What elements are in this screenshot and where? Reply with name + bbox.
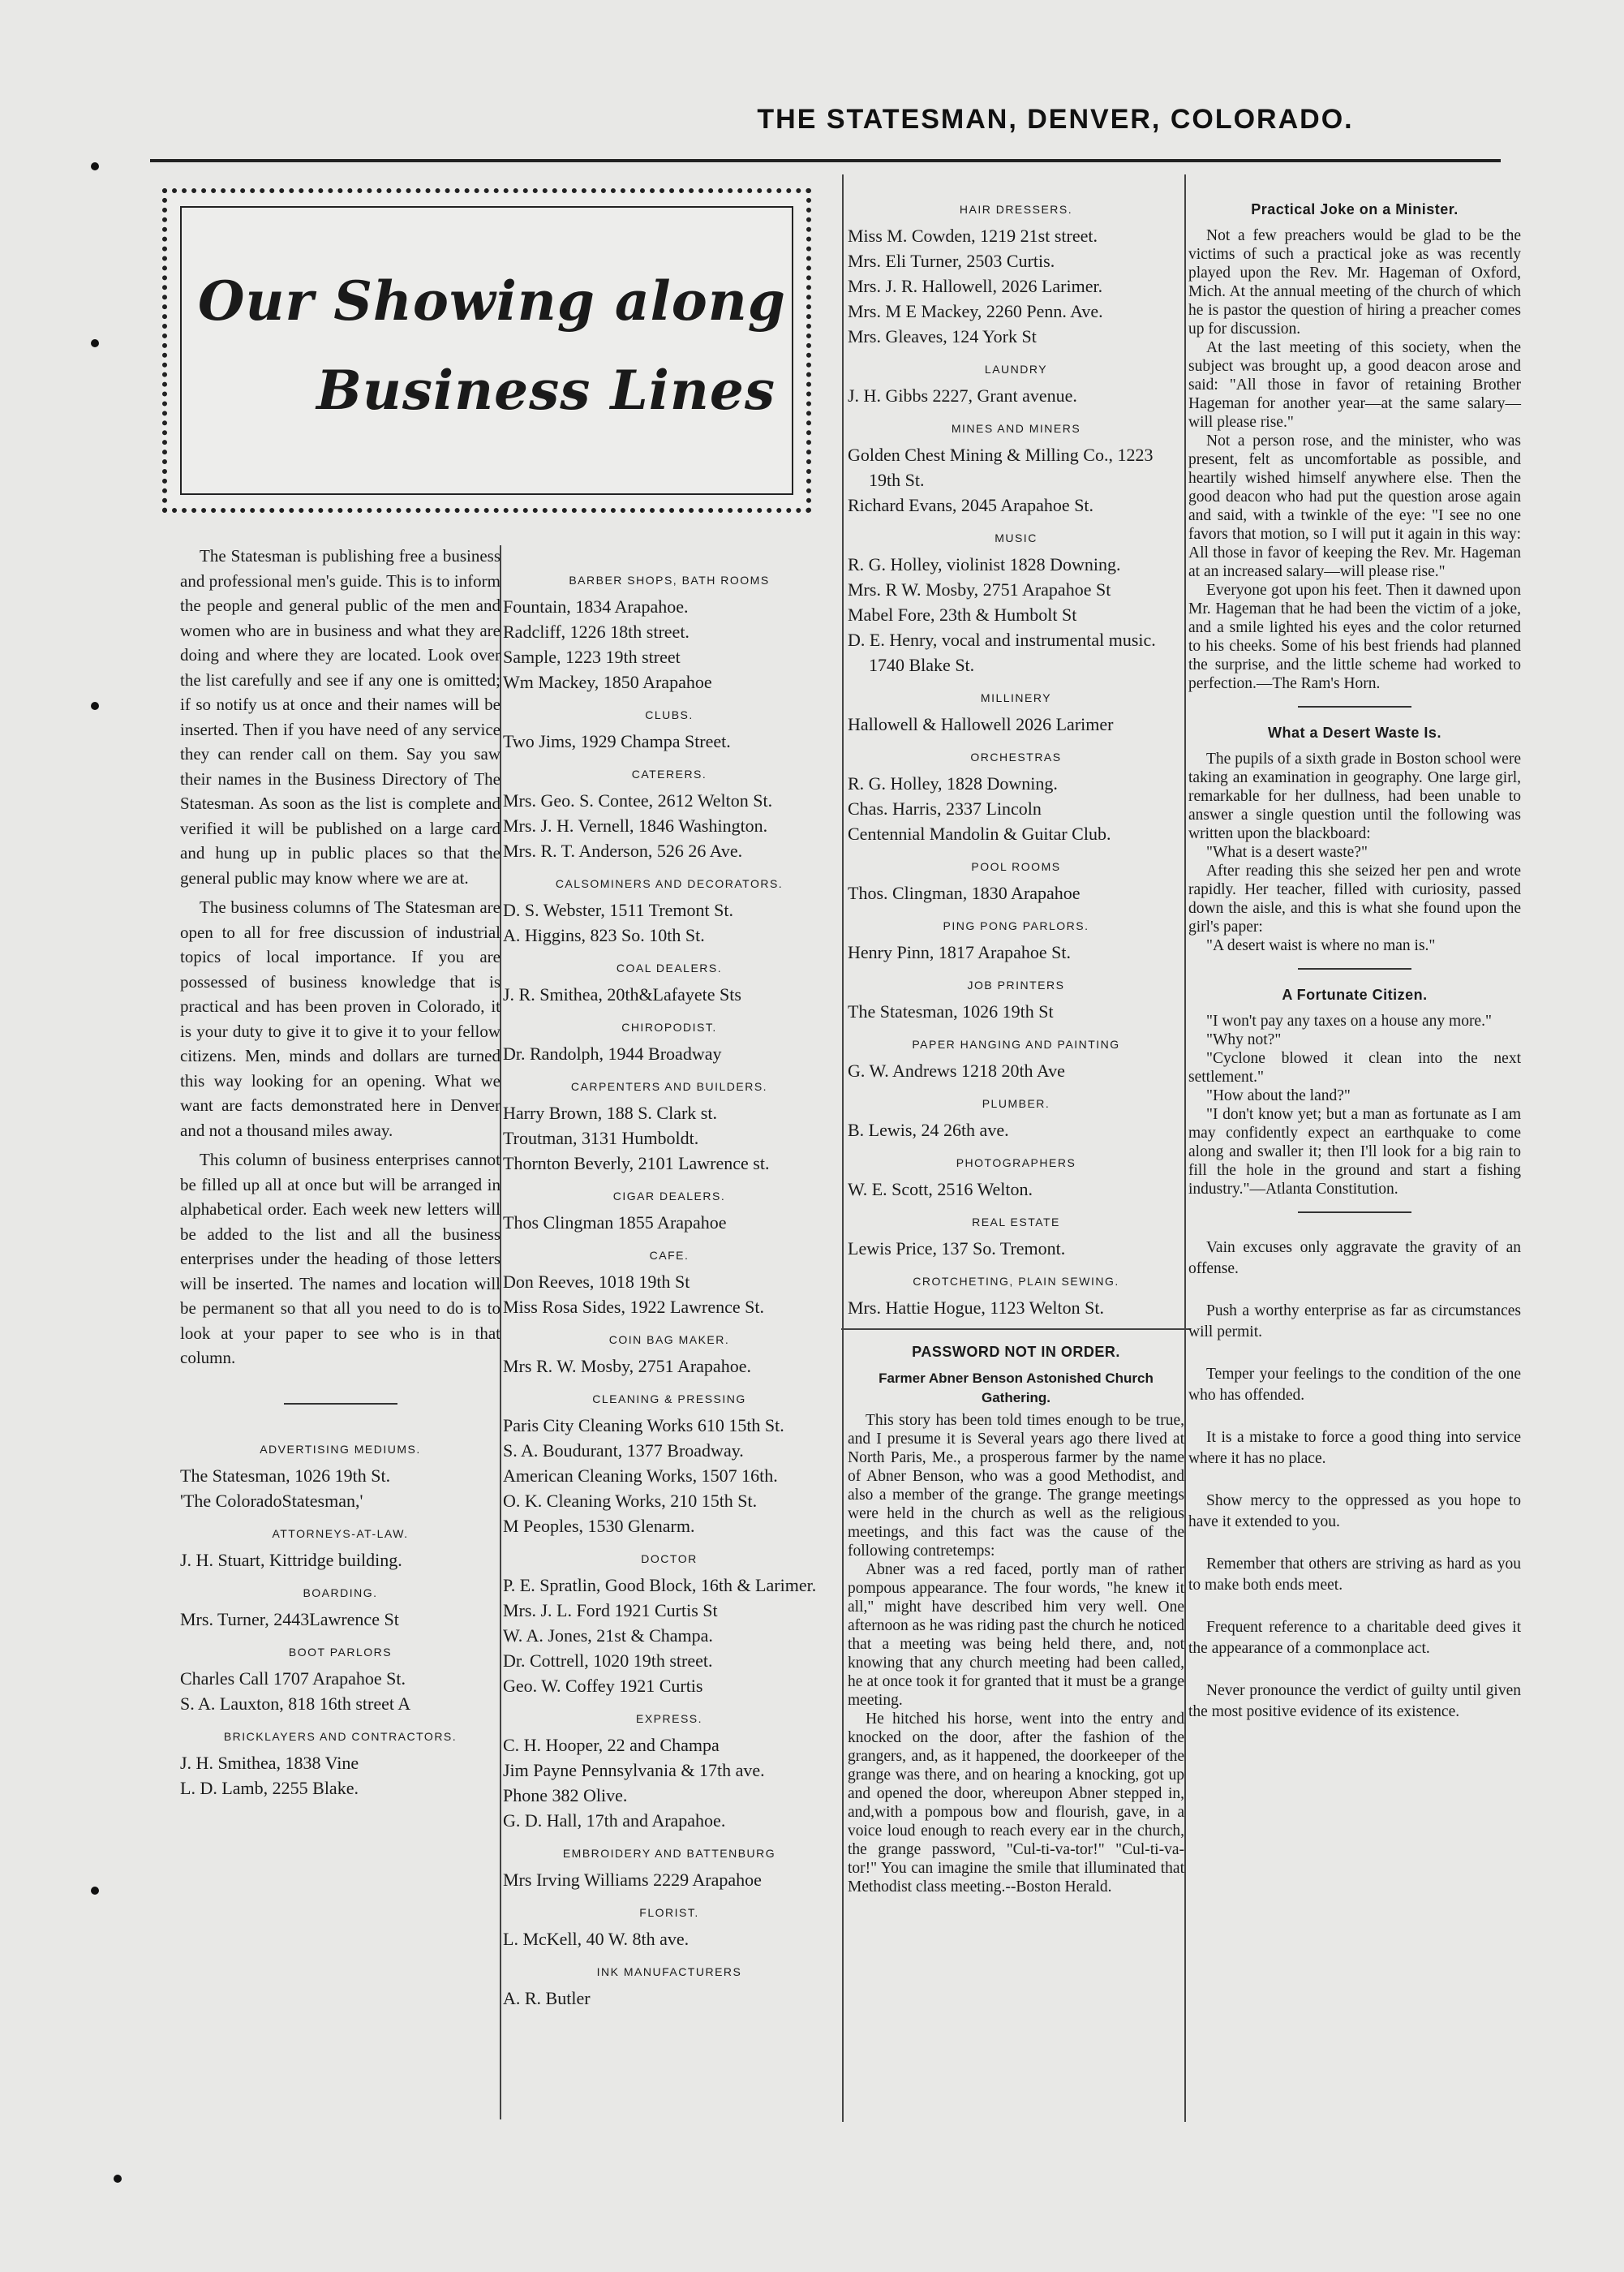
column-rule [1184,174,1186,2122]
directory-entry: Harry Brown, 188 S. Clark st. [503,1103,717,1123]
article-paragraph: Not a few preachers would be glad to be the victims of such a practical joke as was recently played upon the Rev. Mr. Hageman of Oxford, Mich. At the annual meeting of the church of which he is pastor the question of hiring a preacher comes up for discussion. [1188,227,1521,338]
directory-entry: Dr. Cottrell, 1020 19th street. [503,1650,713,1671]
banner-box [162,188,811,513]
masthead-rule [150,159,1501,162]
directory-heading: ATTORNEYS-AT-LAW. [272,1526,409,1540]
directory-entry: Don Reeves, 1018 19th St [503,1272,690,1292]
directory-entry: Wm Mackey, 1850 Arapahoe [503,672,712,692]
article-paragraph: This story has been told times enough to be true, and I presume it is Several years ago there lived at North Paris, Me., a prosperous farmer by the name of Abner Benson, who was a good Methodist, and also a member of the grange. The grange meetings were held in the church as well as the religious meetings, and this fact was the cause of the following contretemps: [848,1412,1184,1560]
article-paragraph: "How about the land?" [1206,1087,1351,1104]
directory-entry: P. E. Spratlin, Good Block, 16th & Larimer. [503,1575,817,1595]
directory-entry: S. A. Lauxton, 818 16th street A [180,1693,411,1714]
directory-entry: The Statesman, 1026 19th St. [180,1465,391,1486]
directory-entry: L. D. Lamb, 2255 Blake. [180,1777,359,1798]
directory-entry: M Peoples, 1530 Glenarm. [503,1516,695,1536]
directory-entry: Mrs. J. R. Hallowell, 2026 Larimer. [848,276,1103,296]
banner-line-2: Business Lines [316,359,775,422]
banner-inner-frame [180,206,793,495]
directory-entry: Miss Rosa Sides, 1922 Lawrence St. [503,1297,765,1317]
directory-heading: CARPENTERS AND BUILDERS. [570,1080,768,1093]
directory-entry: 'The ColoradoStatesman,' [180,1490,363,1511]
directory-heading: MILLINERY [980,691,1052,704]
joke-article-title: Practical Joke on a Minister. [1251,201,1459,217]
directory-heading: LAUNDRY [984,363,1048,376]
maxim: Vain excuses only aggravate the gravity of an offense. [1188,1239,1521,1277]
punch-hole [91,702,99,710]
directory-heading: PLUMBER. [982,1097,1050,1110]
directory-heading: CAFE. [649,1249,690,1262]
directory-entry: J. R. Smithea, 20th&Lafayete Sts [503,984,741,1005]
intro-paragraph: The business columns of The Statesman are open to all for free discussion of industrial topics of local importance. If you are possessed of business knowledge that is practical and has been proven in Colorado, it is your duty to give it to give it to your fellow citizens. Men, minds and dollars are turned this way looking for an opening. What we want are facts demonstrated here in Denver and not a thousand miles away. [180,897,501,1140]
maxim: Frequent reference to a charitable deed gives it the appearance of a commonplace act. [1188,1619,1521,1657]
divider [1298,706,1411,708]
directory-entry: Dr. Randolph, 1944 Broadway [503,1043,722,1064]
masthead: THE STATESMAN, DENVER, COLORADO. [757,104,1354,135]
directory-heading: BARBER SHOPS, BATH ROOMS [569,574,770,587]
directory-entry: The Statesman, 1026 19th St [848,1001,1054,1022]
directory-entry: Henry Pinn, 1817 Arapahoe St. [848,942,1071,962]
column-1 [180,544,501,1801]
directory-heading: PING PONG PARLORS. [943,919,1089,932]
directory-entry: Chas. Harris, 2337 Lincoln [848,798,1042,819]
directory-heading: PHOTOGRAPHERS [956,1156,1076,1169]
directory-entry: Two Jims, 1929 Champa Street. [503,731,731,751]
directory-heading: CHIROPODIST. [621,1021,717,1034]
directory-entry: Mrs. J. L. Ford 1921 Curtis St [503,1600,718,1620]
article-paragraph: "What is a desert waste?" [1206,844,1368,861]
directory-heading: EMBROIDERY AND BATTENBURG [562,1847,776,1860]
punch-hole [91,339,99,347]
directory-entry: Charles Call 1707 Arapahoe St. [180,1667,406,1689]
column-3 [848,189,1184,1896]
article-paragraph: "A desert waist is where no man is." [1206,937,1436,954]
directory-entry: Phone 382 Olive. [503,1785,628,1805]
column-4 [1188,191,1521,1744]
directory-heading: POOL ROOMS [971,860,1061,873]
directory-heading: MINES AND MINERS [951,422,1081,435]
directory-heading: BRICKLAYERS AND CONTRACTORS. [223,1729,458,1743]
password-article-subtitle: Farmer Abner Benson Astonished Church Gathering. [879,1371,1154,1405]
directory-entry: Thos Clingman 1855 Arapahoe [503,1212,727,1233]
article-paragraph: Abner was a red faced, portly man of rather pompous appearance. The four words, "he knew it all," might have described him very well. One afternoon as he was riding past the church he noticed that a meeting was being held there, and, not knowing that any church meeting had been called, he at once took it for granted that it must be a grange meeting. [848,1561,1184,1709]
directory-entry: Sample, 1223 19th street [503,647,681,667]
directory-entry: Radcliff, 1226 18th street. [503,622,690,642]
intro-paragraph: This column of business enterprises cannot be filled up all at once but will be arranged in alphabetical order. Each week new letters will be added to the list and all the business enterprises under the heading of those letters will be inserted. The names and location will be permanent so that all you need to do is to look at your paper to see who is in that column. [180,1150,501,1367]
directory-entry: O. K. Cleaning Works, 210 15th St. [503,1491,758,1511]
directory-heading: CALSOMINERS AND DECORATORS. [555,877,784,890]
directory-entry: L. McKell, 40 W. 8th ave. [503,1929,690,1949]
directory-entry: B. Lewis, 24 26th ave. [848,1120,1009,1140]
directory-entry: A. R. Butler [503,1988,591,2008]
article-paragraph: "I won't pay any taxes on a house any more." [1206,1013,1492,1030]
directory-entry: Mrs. Eli Turner, 2503 Curtis. [848,251,1055,271]
article-paragraph: "I don't know yet; but a man as fortunate as I am may confidently expect an earthquake to come along and swaller it; then I'll look for a big rain to fill the hole in the ground and start a fishing industry."—Atlanta Constitution. [1188,1106,1521,1198]
directory-entry: Mrs. Geo. S. Contee, 2612 Welton St. [503,790,773,811]
directory-entry: C. H. Hooper, 22 and Champa [503,1735,720,1755]
directory-entry: Mrs Irving Williams 2229 Arapahoe [503,1870,762,1890]
directory-heading: DOCTOR [641,1552,698,1565]
directory-entry: Mrs. Turner, 2443Lawrence St [180,1608,399,1629]
directory-entry: W. A. Jones, 21st & Champa. [503,1625,713,1646]
directory-entry: G. W. Andrews 1218 20th Ave [848,1061,1065,1081]
maxim: Show mercy to the oppressed as you hope to have it extended to you. [1188,1492,1521,1530]
article-paragraph: After reading this she seized her pen and wrote rapidly. Her teacher, filled with curiosity, passed down the aisle, and this is what she found upon the girl's paper: [1188,863,1521,936]
section-rule [841,1328,1191,1330]
directory-column-1 [180,1437,501,1801]
directory-entry: Mrs. R. T. Anderson, 526 26 Ave. [503,841,743,861]
directory-heading: COIN BAG MAKER. [608,1333,730,1346]
directory-heading: JOB PRINTERS [967,979,1065,992]
directory-entry: Lewis Price, 137 So. Tremont. [848,1238,1066,1259]
directory-heading: INK MANUFACTURERS [596,1965,742,1978]
directory-entry: D. S. Webster, 1511 Tremont St. [503,900,733,920]
directory-heading: CATERERS. [631,768,707,781]
directory-entry: D. E. Henry, vocal and instrumental music. 1740 Blake St. [848,630,1156,675]
directory-entry: Geo. W. Coffey 1921 Curtis [503,1676,703,1696]
directory-entry: W. E. Scott, 2516 Welton. [848,1179,1033,1199]
directory-entry: American Cleaning Works, 1507 16th. [503,1465,778,1486]
directory-entry: Richard Evans, 2045 Arapahoe St. [848,495,1094,515]
directory-entry: J. H. Gibbs 2227, Grant avenue. [848,385,1077,406]
directory-column-3 [848,197,1184,1320]
directory-entry: G. D. Hall, 17th and Arapahoe. [503,1810,726,1831]
maxims-list [1188,1237,1521,1723]
directory-heading: REAL ESTATE [972,1216,1060,1229]
directory-entry: J. H. Stuart, Kittridge building. [180,1549,402,1570]
directory-entry: Mabel Fore, 23th & Humbolt St [848,605,1077,625]
directory-heading: ADVERTISING MEDIUMS. [260,1442,421,1456]
directory-heading: FLORIST. [639,1906,699,1919]
directory-heading: BOARDING. [303,1586,378,1599]
intro-paragraph: The Statesman is publishing free a business and professional men's guide. This is to inform the people and general public of the men and women who are in business and what they are doing and where they are located. Look over the list carefully and see if any one is omitted; if so notify us at once and their names will be inserted. Then if you have need of any service they can render call on them. Say you saw their names in the Business Directory of The Statesman. As soon as the list is complete and verified it will be published on a large card and hung up in public places so that the general public may know where we are at. [180,546,501,888]
directory-heading: CIGAR DEALERS. [612,1190,726,1203]
directory-entry: R. G. Holley, violinist 1828 Downing. [848,554,1121,574]
directory-heading: EXPRESS. [635,1712,703,1725]
punch-hole [91,162,99,170]
article-paragraph: "Why not?" [1206,1031,1282,1048]
directory-entry: Jim Payne Pennsylvania & 17th ave. [503,1760,765,1780]
article-paragraph: "Cyclone blowed it clean into the next settlement." [1188,1050,1521,1086]
directory-entry: Golden Chest Mining & Milling Co., 1223 19th St. [848,445,1154,490]
article-paragraph: At the last meeting of this society, when the subject was brought up, a good deacon arose and said: "All those in favor of retaining Brother Hageman for another year—at the same salary—will please rise." [1188,339,1521,431]
directory-entry: Troutman, 3131 Humboldt. [503,1128,699,1148]
directory-entry: S. A. Boudurant, 1377 Broadway. [503,1440,744,1461]
directory-entry: Thornton Beverly, 2101 Lawrence st. [503,1153,770,1173]
article-paragraph: The pupils of a sixth grade in Boston school were taking an examination in geography. One large girl, remarkable for her dullness, had been unable to answer a single question until the following was written upon the blackboard: [1188,751,1521,842]
maxim: Push a worthy enterprise as far as circumstances will permit. [1188,1302,1521,1340]
directory-entry: Thos. Clingman, 1830 Arapahoe [848,883,1081,903]
citizen-article-title: A Fortunate Citizen. [1282,987,1428,1003]
maxim: Temper your feelings to the condition of the one who has offended. [1188,1366,1521,1404]
directory-heading: CROTCHETING, PLAIN SEWING. [913,1275,1119,1288]
directory-entry: A. Higgins, 823 So. 10th St. [503,925,705,945]
maxim: Never pronounce the verdict of guilty until given the most positive evidence of its existence. [1188,1682,1521,1720]
directory-entry: R. G. Holley, 1828 Downing. [848,773,1058,794]
directory-entry: Mrs. Hattie Hogue, 1123 Welton St. [848,1297,1104,1318]
directory-heading: PAPER HANGING AND PAINTING [912,1038,1120,1051]
directory-heading: ORCHESTRAS [970,751,1062,764]
banner-line-1: Our Showing along [198,269,786,333]
directory-column-2 [503,568,836,2011]
directory-entry: Mrs. J. H. Vernell, 1846 Washington. [503,815,768,836]
directory-heading: BOOT PARLORS [288,1645,393,1659]
maxim: Remember that others are striving as hard as you to make both ends meet. [1188,1556,1521,1594]
directory-entry: Mrs. M E Mackey, 2260 Penn. Ave. [848,301,1103,321]
punch-hole [91,1887,99,1895]
divider [1298,968,1411,970]
article-paragraph: He hitched his horse, went into the entry and knocked on the door, after the fashion of the grangers, and, as it happened, the doorkeeper of the grange was there, and on hearing a knocking, got up and opened the door, whereupon Abner stepped in, and,with a pompous bow and flourish, gave, in a voice loud enough to reach every ear in the church, the grange password, "Cul-ti-va-tor!" "Cul-ti-va-tor!" You can imagine the smile that illuminated that Methodist class meeting.--Boston Herald. [848,1710,1184,1895]
directory-heading: CLEANING & PRESSING [592,1392,746,1405]
directory-heading: CLUBS. [645,708,694,721]
divider [1298,1211,1411,1213]
directory-heading: COAL DEALERS. [616,962,723,975]
directory-entry: Paris City Cleaning Works 610 15th St. [503,1415,784,1435]
directory-entry: J. H. Smithea, 1838 Vine [180,1752,359,1773]
article-paragraph: Everyone got upon his feet. Then it dawned upon Mr. Hageman that he had been the victim of a joke, and a smile lighted his eyes and the color returned to his cheeks. Some of his best friends had planned the surprise, and the little scheme had worked to perfection.—The Ram's Horn. [1188,582,1521,692]
maxim: It is a mistake to force a good thing into service where it has no place. [1188,1429,1521,1467]
directory-heading: HAIR DRESSERS. [959,203,1073,216]
directory-entry: Mrs. R W. Mosby, 2751 Arapahoe St [848,579,1111,600]
article-paragraph: Not a person rose, and the minister, who was present, felt as uncomfortable as possible, and heartily wished himself anywhere else. Then the good deacon who had put the question arose again and said, with a twinkle of the eye: "I see no one favors that motion, so I will put it again in this way: All those in favor of keeping the Rev. Mr. Hageman at an increased salary—will please rise." [1188,432,1521,580]
banner-title [182,256,792,435]
directory-heading: MUSIC [995,531,1038,544]
desert-article-title: What a Desert Waste Is. [1268,725,1441,741]
directory-entry: Centennial Mandolin & Guitar Club. [848,824,1111,844]
directory-entry: Mrs R. W. Mosby, 2751 Arapahoe. [503,1356,751,1376]
directory-entry: Hallowell & Hallowell 2026 Larimer [848,714,1114,734]
column-2 [503,560,836,2011]
password-article-title: PASSWORD NOT IN ORDER. [912,1344,1120,1360]
directory-entry: Mrs. Gleaves, 124 York St [848,326,1037,346]
directory-entry: Miss M. Cowden, 1219 21st street. [848,226,1098,246]
punch-hole [114,2175,122,2183]
column-rule [842,174,844,2122]
directory-entry: Fountain, 1834 Arapahoe. [503,596,689,617]
divider [284,1403,397,1405]
